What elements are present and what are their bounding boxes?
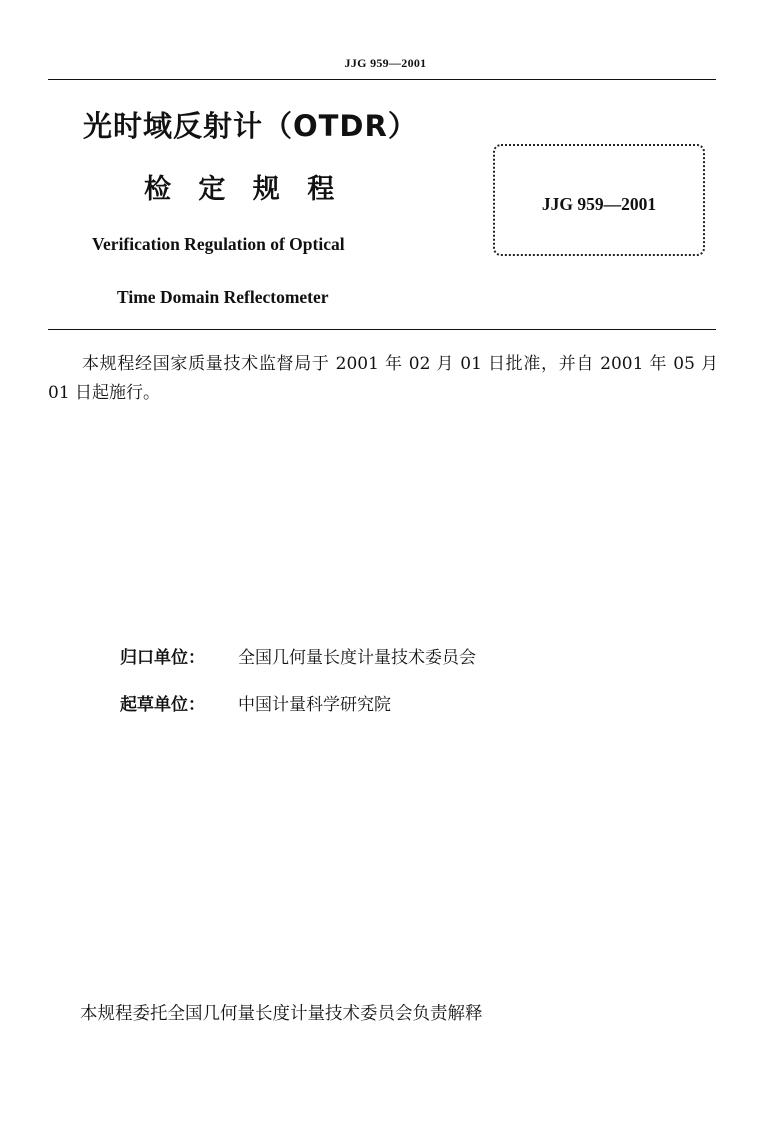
interpretation-note: 本规程委托全国几何量长度计量技术委员会负责解释 <box>80 1004 483 1024</box>
section-rule <box>48 329 716 330</box>
subtitle-chinese: 检 定 规 程 <box>144 174 344 205</box>
org-value: 全国几何量长度计量技术委员会 <box>238 648 476 668</box>
approval-statement: 本规程经国家质量技术监督局于 2001 年 02 月 01 日批准，并自 2001 年 05 月 01 日起施行。 <box>48 354 718 403</box>
org-label: 起草单位： <box>120 695 205 715</box>
document-code-header: JJG 959—2001 <box>344 56 427 70</box>
org-value: 中国计量科学研究院 <box>238 695 391 715</box>
header-rule <box>48 79 716 80</box>
org-label: 归口单位： <box>120 648 205 668</box>
title-english-line-1: Verification Regulation of Optical <box>92 234 345 254</box>
title-english-line-2: Time Domain Reflectometer <box>117 287 329 307</box>
code-box-text: JJG 959—2001 <box>541 194 657 214</box>
title-chinese: 光时域反射计（OTDR） <box>83 109 418 143</box>
org-row-drafting <box>120 690 391 715</box>
org-row-responsible <box>120 643 476 668</box>
